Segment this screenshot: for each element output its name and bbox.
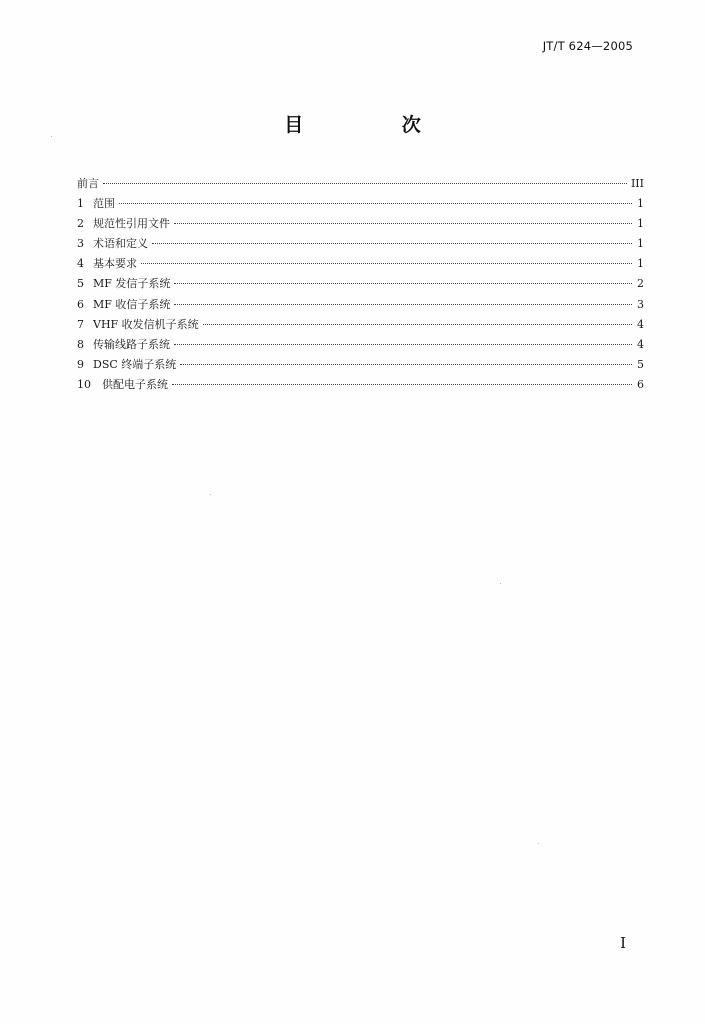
toc-entry-text: 供配电子系统 bbox=[102, 377, 168, 391]
toc-entry-number: 10 bbox=[77, 377, 91, 391]
toc-entry-number: 1 bbox=[77, 197, 84, 211]
scan-speck bbox=[210, 494, 211, 495]
toc-entry-number: 8 bbox=[77, 337, 84, 351]
toc-entry-page: 3 bbox=[637, 297, 644, 311]
toc-entry-number: 5 bbox=[77, 277, 84, 291]
toc-leader-dots bbox=[119, 203, 632, 204]
scan-speck bbox=[51, 136, 52, 137]
table-of-contents bbox=[77, 174, 644, 395]
toc-entry-text: 术语和定义 bbox=[93, 237, 148, 251]
toc-leader-dots bbox=[174, 283, 632, 284]
toc-entry-3[interactable] bbox=[77, 234, 644, 254]
toc-entry-10[interactable] bbox=[77, 375, 644, 395]
toc-leader-dots bbox=[103, 183, 627, 184]
toc-entry-5[interactable] bbox=[77, 274, 644, 294]
toc-entry-number: 2 bbox=[77, 217, 84, 231]
toc-entry-text: 范围 bbox=[93, 197, 115, 211]
toc-leader-dots bbox=[152, 243, 632, 244]
toc-entry-2[interactable] bbox=[77, 214, 644, 234]
toc-entry-number: 9 bbox=[77, 357, 84, 371]
toc-entry-9[interactable] bbox=[77, 355, 644, 375]
toc-entry-text: 传输线路子系统 bbox=[93, 337, 170, 351]
toc-entry-page: 1 bbox=[637, 217, 644, 231]
toc-leader-dots bbox=[174, 304, 632, 305]
toc-entry-text: MF 发信子系统 bbox=[93, 277, 171, 291]
toc-leader-dots bbox=[141, 263, 632, 264]
toc-entry-4[interactable] bbox=[77, 254, 644, 274]
toc-entry-7[interactable] bbox=[77, 315, 644, 335]
toc-entry-foreword[interactable] bbox=[77, 174, 644, 194]
toc-entry-page: 4 bbox=[637, 337, 644, 351]
toc-entry-1[interactable] bbox=[77, 194, 644, 214]
toc-leader-dots bbox=[174, 344, 632, 345]
toc-entry-page: 6 bbox=[637, 377, 644, 391]
toc-entry-6[interactable] bbox=[77, 295, 644, 315]
toc-entry-page: 1 bbox=[637, 237, 644, 251]
toc-leader-dots bbox=[172, 384, 632, 385]
toc-entry-number: 3 bbox=[77, 237, 84, 251]
toc-entry-number: 4 bbox=[77, 257, 84, 271]
toc-entry-text: 前言 bbox=[77, 177, 99, 190]
toc-entry-page: 5 bbox=[637, 357, 644, 371]
toc-leader-dots bbox=[174, 223, 632, 224]
toc-leader-dots bbox=[180, 364, 632, 365]
toc-entry-text: 规范性引用文件 bbox=[93, 217, 170, 231]
toc-title: 目 次 bbox=[284, 114, 467, 136]
toc-entry-page: 1 bbox=[637, 197, 644, 211]
toc-entry-page: 4 bbox=[637, 317, 644, 331]
toc-entry-number: 7 bbox=[77, 317, 84, 331]
toc-entry-text: MF 收信子系统 bbox=[93, 297, 171, 311]
toc-entry-text: 基本要求 bbox=[93, 257, 137, 271]
toc-entry-8[interactable] bbox=[77, 335, 644, 355]
page-number: I bbox=[620, 934, 626, 952]
scan-speck bbox=[500, 583, 501, 584]
toc-entry-number: 6 bbox=[77, 297, 84, 311]
standard-code: JT/T 624—2005 bbox=[542, 39, 633, 53]
toc-leader-dots bbox=[203, 324, 632, 325]
toc-entry-page: III bbox=[630, 177, 644, 190]
toc-entry-page: 1 bbox=[637, 257, 644, 271]
scan-speck bbox=[538, 843, 539, 844]
toc-entry-text: VHF 收发信机子系统 bbox=[93, 317, 199, 331]
toc-entry-page: 2 bbox=[637, 277, 644, 291]
toc-entry-text: DSC 终端子系统 bbox=[93, 357, 177, 371]
